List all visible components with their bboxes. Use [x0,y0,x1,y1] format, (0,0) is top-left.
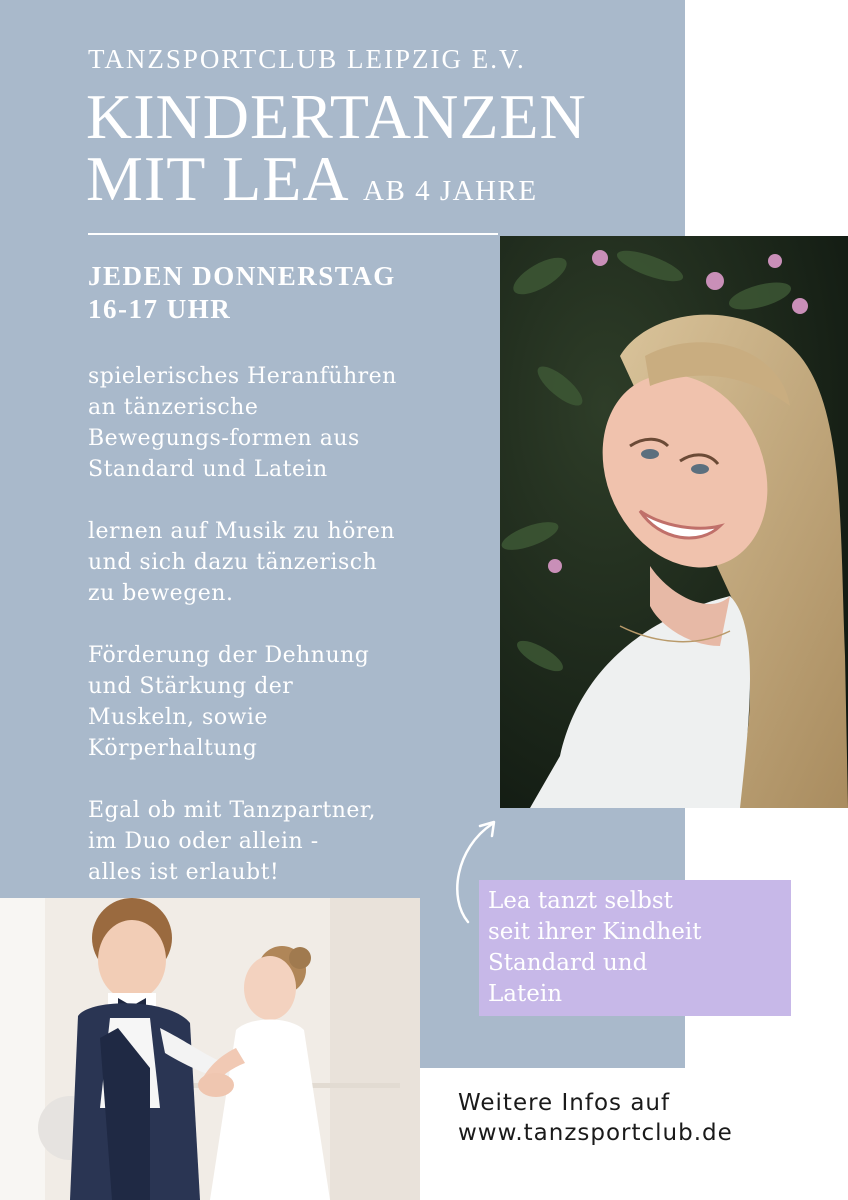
schedule [88,260,396,326]
feature-item: lernen auf Musik zu hören und sich dazu tänzerisch zu bewegen. [88,519,396,606]
headline-name: MIT LEA [86,143,347,214]
headline-line2 [86,143,587,222]
club-name: TANZSPORTCLUB LEIPZIG E.V. [88,44,526,74]
instructor-note [479,880,791,1016]
feature-item: Egal ob mit Tanzpartner, im Duo oder allein - alles ist erlaubt! [88,798,377,885]
kids-dancing-illustration [0,898,420,1200]
website-link[interactable]: www.tanzsportclub.de [458,1120,733,1146]
feature-list [88,361,488,919]
instructor-photo-illustration [500,236,848,808]
feature-item: Förderung der Dehnung und Stärkung der Muskeln, sowie Körperhaltung [88,643,370,761]
schedule-time: 16-17 UHR [88,294,232,324]
divider [88,233,498,235]
feature-item: spielerisches Heranführen an tänzerische Bewegungs-formen aus Standard und Latein [88,364,397,482]
age-label: AB 4 JAHRE [363,175,538,207]
instructor-note-text: Lea tanzt selbst seit ihrer Kindheit Standard und Latein [488,888,702,1007]
schedule-day: JEDEN DONNERSTAG [88,261,396,291]
kids-dancing-photo [0,898,420,1200]
info-label: Weitere Infos auf [458,1090,671,1116]
instructor-photo [500,236,848,808]
headline-line1: KINDERTANZEN [86,81,587,152]
info-block [458,1088,733,1148]
headline [86,81,587,222]
